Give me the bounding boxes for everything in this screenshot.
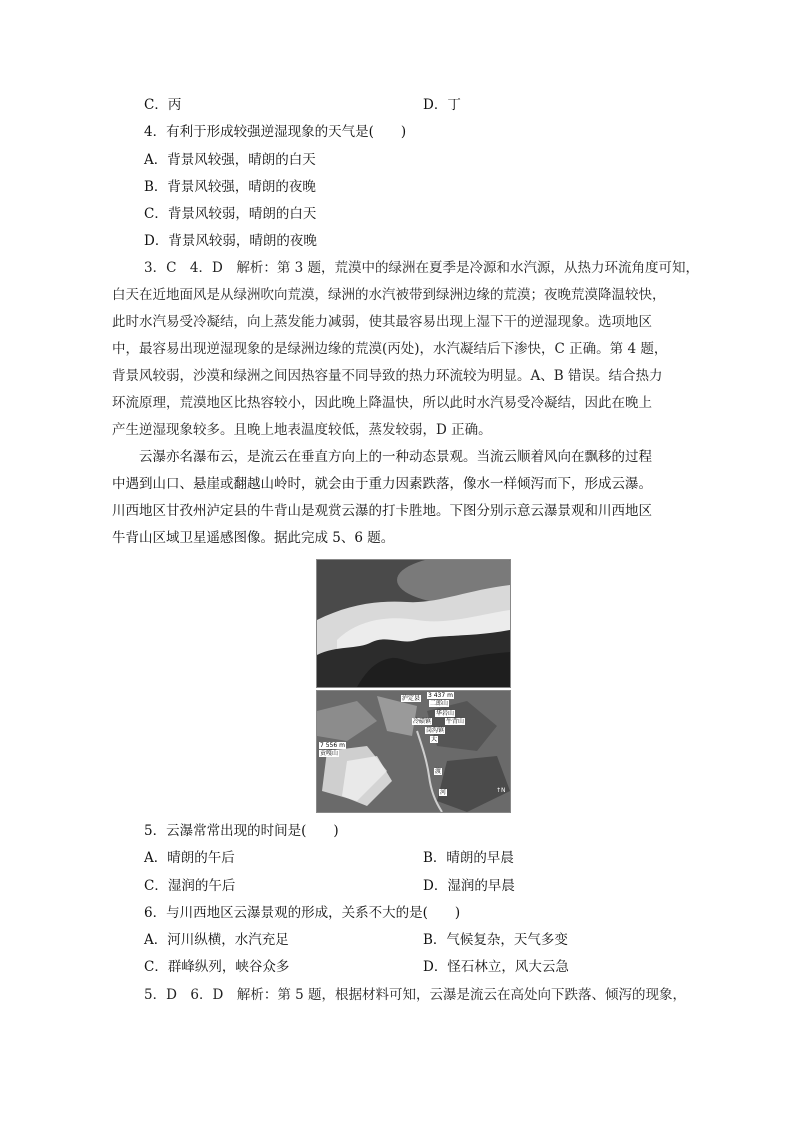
- material-line-2: 中遇到山口、悬崖或翻越山岭时，就会由于重力因素跌落，像水一样倾泻而下，形成云瀑。: [112, 476, 652, 492]
- map-label-gongga: 贡嘎山: [320, 750, 339, 757]
- map-label-du: 渡: [435, 768, 442, 775]
- answer34-line-5: 背景风较弱，沙漠和绿洲之间因热容量不同导致的热力环流较为明显。A、B 错误。结合热力: [112, 368, 663, 384]
- north-label: N: [501, 787, 506, 794]
- q3-option-c: C．丙: [144, 97, 182, 113]
- q5-option-b: B．晴朗的早晨: [423, 850, 514, 866]
- map-label-erlangshan: 二郎山: [430, 700, 449, 707]
- map-label-huashishan: 华岩山: [436, 710, 455, 717]
- map-label-gangou: 岗沟镇: [426, 727, 445, 734]
- q6-option-c: C．群峰纵列，峡谷众多: [144, 959, 290, 975]
- q5-option-d: D．湿润的早晨: [423, 878, 515, 894]
- map-label-he: 河: [440, 789, 447, 796]
- material-line-3: 川西地区甘孜州泸定县的牛背山是观赏云瀑的打卡胜地。下图分别示意云瀑景观和川西地区: [112, 503, 652, 519]
- cloud-waterfall-photo: [316, 559, 511, 688]
- q6-option-b: B．气候复杂，天气多变: [423, 932, 568, 948]
- map-label-lengqi: 冷碛镇: [413, 718, 432, 725]
- q6-stem: 6．与川西地区云瀑景观的形成，关系不大的是( ): [144, 905, 461, 921]
- map-label-niubeishan: 牛背山: [446, 718, 465, 725]
- answer34-line-6: 环流原理，荒漠地区比热容较小，因此晚上降温快，所以此时水汽易受冷凝结，因此在晚上: [112, 395, 652, 411]
- q3-option-d: D．丁: [423, 97, 461, 113]
- satellite-map: [316, 690, 511, 813]
- q4-stem: 4．有利于形成较强逆湿现象的天气是( ): [144, 124, 407, 140]
- answer34-line-3: 此时水汽易受冷凝结，向上蒸发能力减弱，使其最容易出现上湿下干的逆湿现象。选项地区: [112, 314, 652, 330]
- q4-option-b: B．背景风较强，晴朗的夜晚: [144, 179, 316, 195]
- q4-option-a: A．背景风较强，晴朗的白天: [144, 152, 316, 168]
- q4-option-c: C．背景风较弱，晴朗的白天: [144, 206, 317, 222]
- answer34-line-1: 3．C 4．D 解析：第 3 题，荒漠中的绿洲在夏季是冷源和水汽源，从热力环流角度可知，: [144, 260, 700, 276]
- q5-stem: 5．云瀑常常出现的时间是( ): [144, 823, 339, 839]
- q4-option-d: D．背景风较弱，晴朗的夜晚: [144, 233, 317, 249]
- map-label-elev2: 7 556 m: [320, 742, 345, 749]
- map-label-luding: 泸定县: [402, 695, 421, 702]
- answer56-line: 5．D 6．D 解析：第 5 题，根据材料可知，云瀑是流云在高处向下跌落、倾泻的现象，: [144, 987, 686, 1003]
- q6-option-a: A．河川纵横，水汽充足: [144, 932, 289, 948]
- q5-option-a: A．晴朗的午后: [144, 850, 235, 866]
- map-label-elev1: 3 437 m: [428, 692, 453, 699]
- answer34-line-4: 中，最容易出现逆湿现象的是绿洲边缘的荒漠(丙处)，水汽凝结后下渗快，C 正确。第 4 题，: [112, 341, 668, 357]
- answer34-line-7: 产生逆湿现象较多。且晚上地表温度较低，蒸发较弱，D 正确。: [112, 422, 492, 438]
- material-line-4: 牛背山区域卫星遥感图像。据此完成 5、6 题。: [112, 530, 395, 546]
- answer34-line-2: 白天在近地面风是从绿洲吹向荒漠，绿洲的水汽被带到绿洲边缘的荒漠；夜晚荒漠降温较快，: [112, 287, 666, 303]
- material-line-1: 云瀑亦名瀑布云，是流云在垂直方向上的一种动态景观。当流云顺着风向在飘移的过程: [112, 449, 652, 465]
- north-arrow-icon: ↑N: [496, 787, 506, 794]
- q5-option-c: C．湿润的午后: [144, 878, 236, 894]
- map-label-da: 大: [431, 736, 438, 743]
- q6-option-d: D．怪石林立，风大云急: [423, 959, 569, 975]
